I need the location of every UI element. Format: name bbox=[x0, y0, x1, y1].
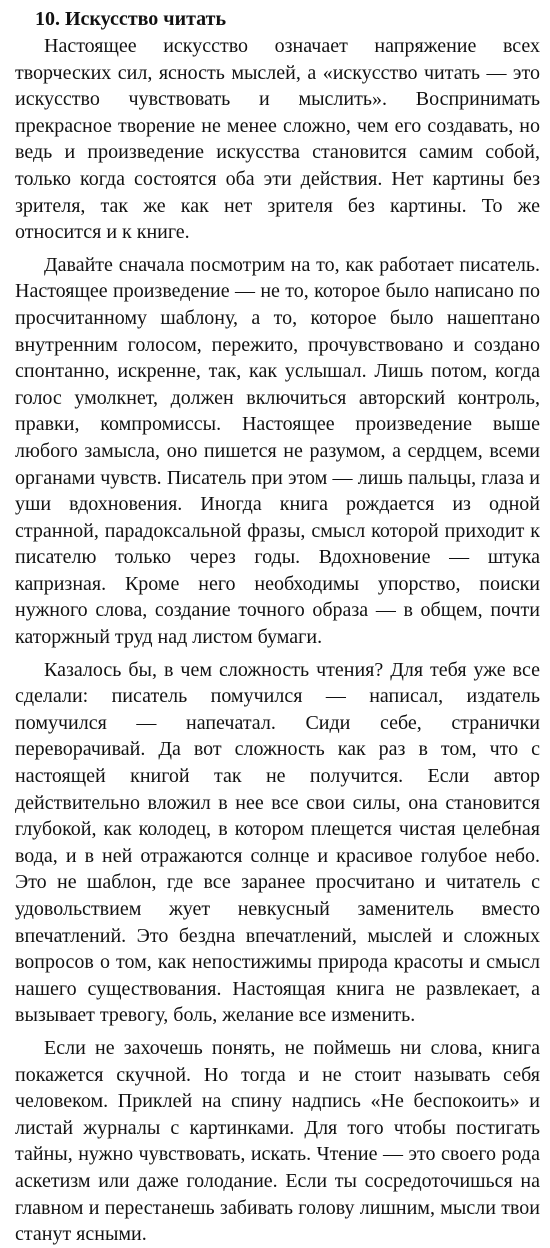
paragraph-4: Если не захочешь понять, не поймешь ни слова, книга покажется скучной. Но тогда и не стоит называть себя человеком. Приклей на спину надпись «Не беспокоить» и листай журналы с картинками. Для того чтобы постигать тайны, нужно чувствовать, искать. Чтение — это своего рода аскетизм или даже голодание. Если ты сосредоточишься на главном и перестанешь забивать голову лишним, мысли твои станут ясными. bbox=[15, 1036, 540, 1246]
paragraph-2: Давайте сначала посмотрим на то, как работает писатель. Настоящее произведение — не то, которое было написано по просчитанному шаблону, а то, которое было нашептано внутренним голосом, пережито, прочувствовано и создано спонтанно, искренне, так, как услышал. Лишь потом, когда голос умолкнет, должен включиться авторский контроль, правки, компромиссы. Настоящее произведение выше любого замысла, оно пишется не разумом, а сердцем, всеми органами чувств. Писатель при этом — лишь пальцы, глаза и уши вдохновения. Иногда книга рождается из одной странной, парадоксальной фразы, смысл которой приходит к писателю только через годы. Вдохновение — штука капризная. Кроме него необходимы упорство, поиски нужного слова, создание точного образа — в общем, почти каторжный труд над листом бумаги. bbox=[15, 253, 540, 649]
paragraph-3: Казалось бы, в чем сложность чтения? Для тебя уже все сделали: писатель помучился — написал, издатель помучился — напечатал. Сиди себе, странички переворачивай. Да вот сложность как раз в том, что с настоящей книгой так не получится. Если автор действительно вложил в нее все свои силы, она становится глубокой, как колодец, в котором плещется чистая целебная вода, и в ней отражаются солнце и красивое голубое небо. Это не шаблон, где все заранее просчитано и читатель с удовольствием жует невкусный заменитель вместо впечатлений. Это бездна впечатлений, мыслей и сложных вопросов о том, как непостижимы природа красоты и смысл нашего существования. Настоящая книга не развлекает, а вызывает тревогу, боль, желание все изменить. bbox=[15, 658, 540, 1027]
paragraph-1: Настоящее искусство означает напряжение всех творческих сил, ясность мыслей, а «искусство читать — это искусство чувствовать и мыслить». Воспринимать прекрасное творение не менее сложно, чем его создавать, но ведь и произведение искусства становится самим собой, только когда состоятся оба эти действия. Нет картины без зрителя, так же как нет зрителя без картины. То же относится и к книге. bbox=[15, 35, 540, 244]
document-page bbox=[15, 6, 540, 1248]
section-title: 10. Искусство читать bbox=[35, 8, 227, 30]
